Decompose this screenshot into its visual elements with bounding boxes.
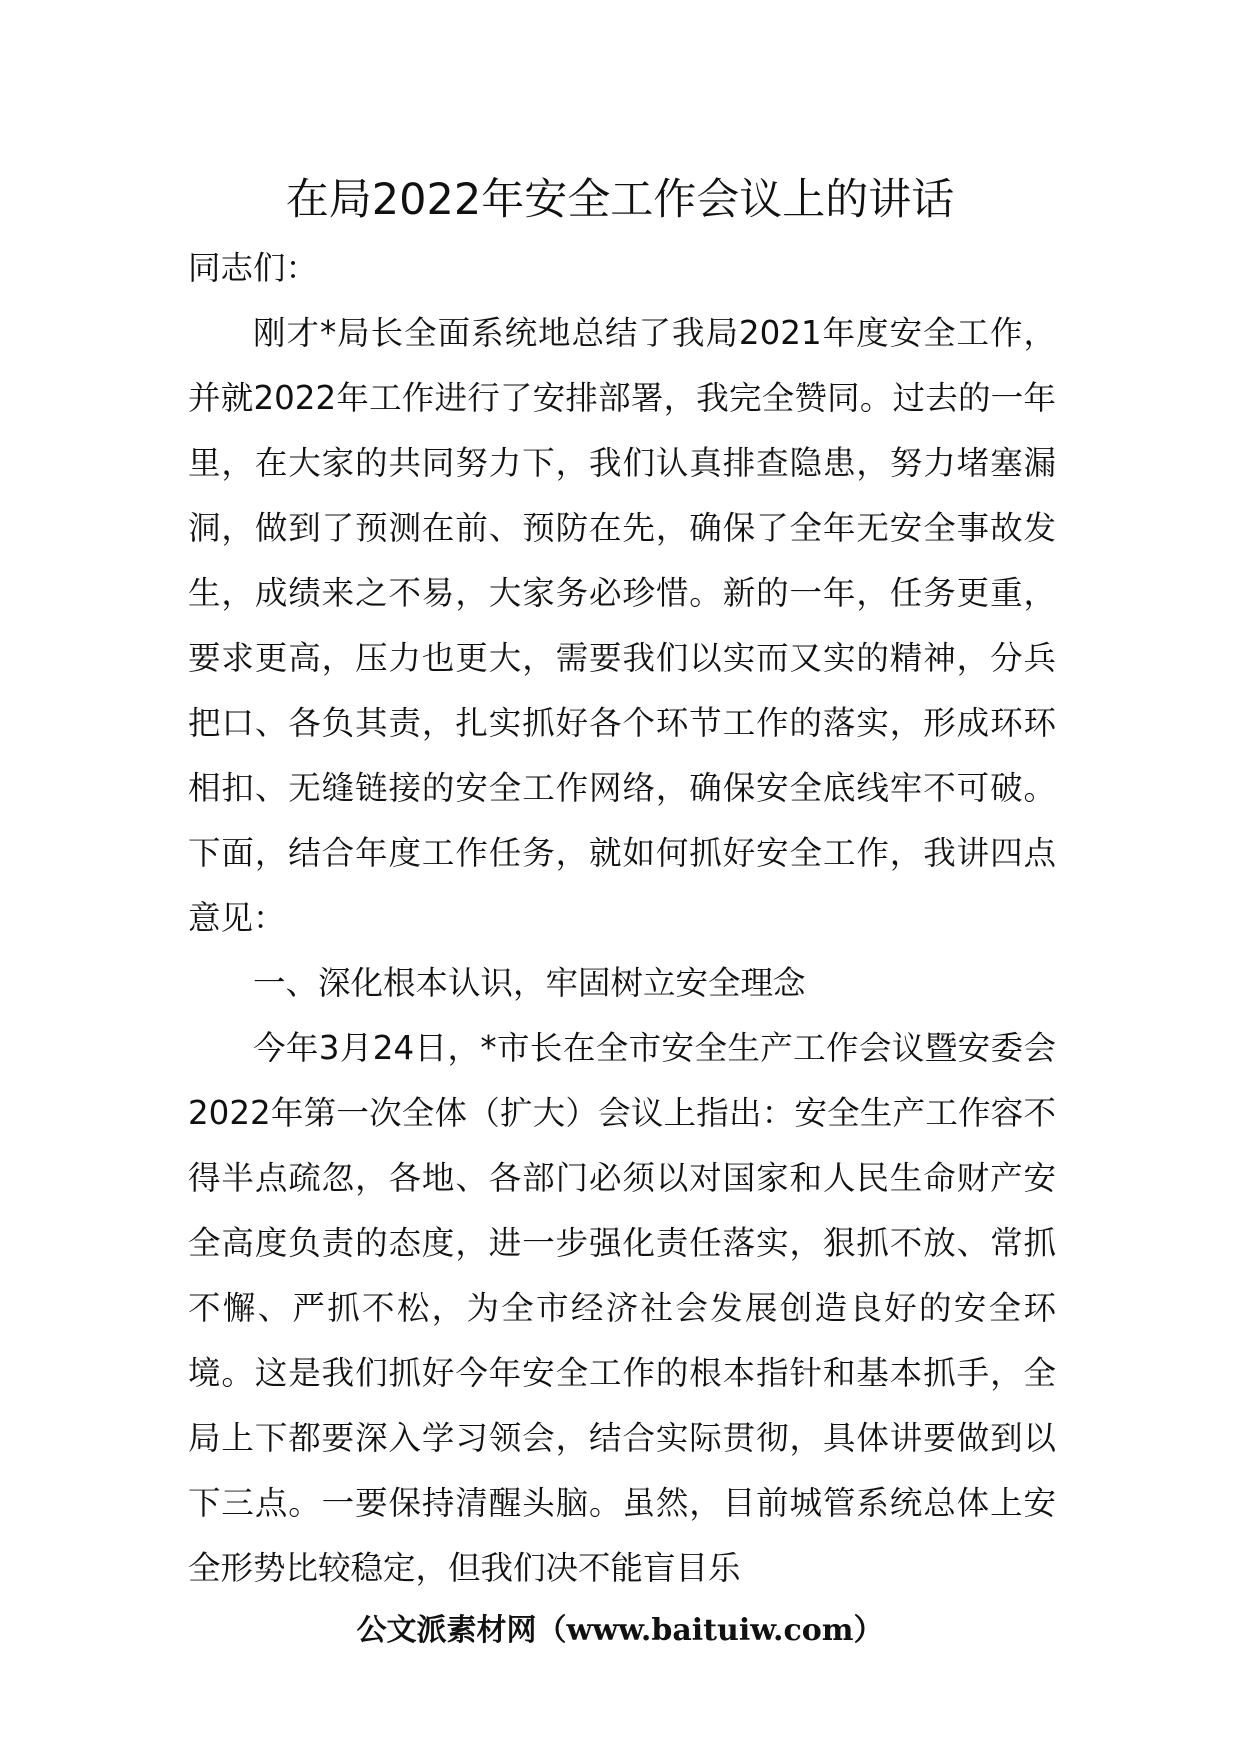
paragraph-1: 刚才*局长全面系统地总结了我局2021年度安全工作，并就2022年工作进行了安排部署，我完全赞同。过去的一年里，在大家的共同努力下，我们认真排查隐患，努力堵塞漏洞，做到了预测在前、预防在先，确保了全年无安全事故发生，成绩来之不易，大家务必珍惜。新的一年，任务更重，要求更高，压力也更大，需要我们以实而又实的精神，分兵把口、各负其责，扎实抓好各个环节工作的落实，形成环环相扣、无缝链接的安全工作网络，确保安全底线牢不可破。下面，结合年度工作任务，就如何抓好安全工作，我讲四点意见： [188, 314, 1056, 937]
paragraph-2: 今年3月24日，*市长在全市安全生产工作会议暨安委会2022年第一次全体（扩大）会议上指出：安全生产工作容不得半点疏忽，各地、各部门必须以对国家和人民生命财产安全高度负责的态度，进一步强化责任落实，狠抓不放、常抓不懈、严抓不松，为全市经济社会发展创造良好的安全环境。这是我们抓好今年安全工作的根本指针和基本抓手，全局上下都要深入学习领会，结合实际贯彻，具体讲要做到以下三点。一要保持清醒头脑。虽然，目前城管系统总体上安全形势比较稳定，但我们决不能盲目乐 [188, 1029, 1056, 1587]
section-heading-1: 一、深化根本认识，牢固树立安全理念 [253, 964, 806, 1002]
document-title: 在局2022年安全工作会议上的讲话 [285, 175, 955, 225]
document-body [188, 236, 1056, 1601]
footer-watermark: 公文派素材网（www.baituiw.com） [356, 1613, 884, 1648]
salutation: 同志们： [188, 249, 319, 287]
